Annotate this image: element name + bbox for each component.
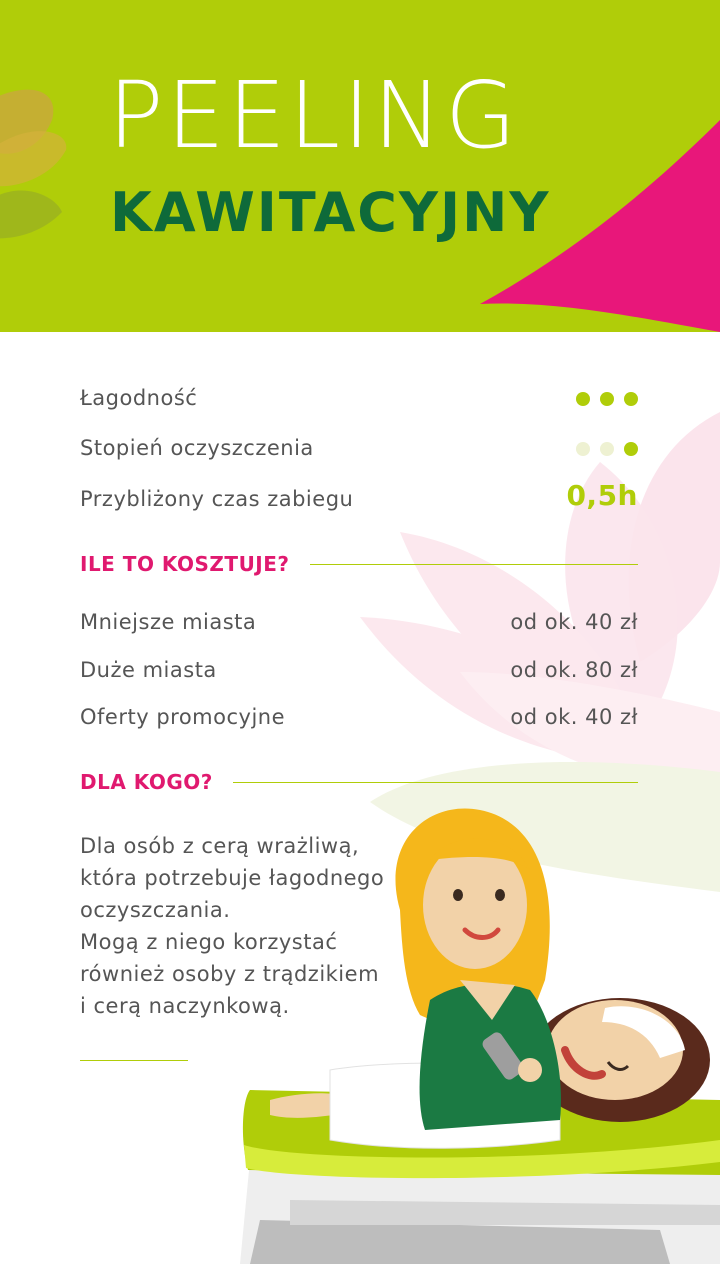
price-value: od ok. 40 zł xyxy=(510,705,638,729)
rating-row-gentleness xyxy=(80,386,638,416)
price-value: od ok. 80 zł xyxy=(510,658,638,682)
description-line: oczyszczania. xyxy=(80,898,231,922)
price-label: Oferty promocyjne xyxy=(80,705,286,729)
rating-dot-filled xyxy=(576,392,590,406)
description-line: i cerą naczynkową. xyxy=(80,994,290,1018)
price-label: Mniejsze miasta xyxy=(80,610,257,634)
description-line: która potrzebuje łagodnego xyxy=(80,866,385,890)
duration-label: Przybliżony czas zabiegu xyxy=(80,487,354,511)
rating-dot-empty xyxy=(576,442,590,456)
description-line: Dla osób z cerą wrażliwą, xyxy=(80,834,360,858)
for-whom-section-header xyxy=(80,770,638,800)
duration-row xyxy=(80,479,638,517)
rating-dot-filled xyxy=(624,442,638,456)
rating-dot-filled xyxy=(624,392,638,406)
section-heading: ILE TO KOSZTUJE? xyxy=(80,552,310,576)
section-heading: DLA KOGO? xyxy=(80,770,233,794)
page-title-line1: PEELING xyxy=(108,62,520,169)
rating-label: Stopień oczyszczenia xyxy=(80,436,314,460)
price-label: Duże miasta xyxy=(80,658,217,682)
description-line: również osoby z trądzikiem xyxy=(80,962,380,986)
rating-dot-filled xyxy=(600,392,614,406)
price-value: od ok. 40 zł xyxy=(510,610,638,634)
header-banner xyxy=(0,0,720,332)
rating-label: Łagodność xyxy=(80,386,198,410)
price-row xyxy=(80,658,638,688)
rating-row-cleansing xyxy=(80,436,638,466)
rating-dots xyxy=(576,392,638,406)
rating-dots xyxy=(576,442,638,456)
rating-dot-empty xyxy=(600,442,614,456)
description-line: Mogą z niego korzystać xyxy=(80,930,338,954)
page-title-line2: KAWITACYJNY xyxy=(110,181,551,244)
leaf-shape xyxy=(0,131,66,186)
duration-value: 0,5h xyxy=(566,479,638,512)
footer-divider xyxy=(80,1060,188,1061)
price-row xyxy=(80,610,638,640)
for-whom-description xyxy=(80,830,400,1022)
price-section-header xyxy=(80,552,638,582)
leaf-shape xyxy=(0,190,62,238)
price-row xyxy=(80,705,638,735)
